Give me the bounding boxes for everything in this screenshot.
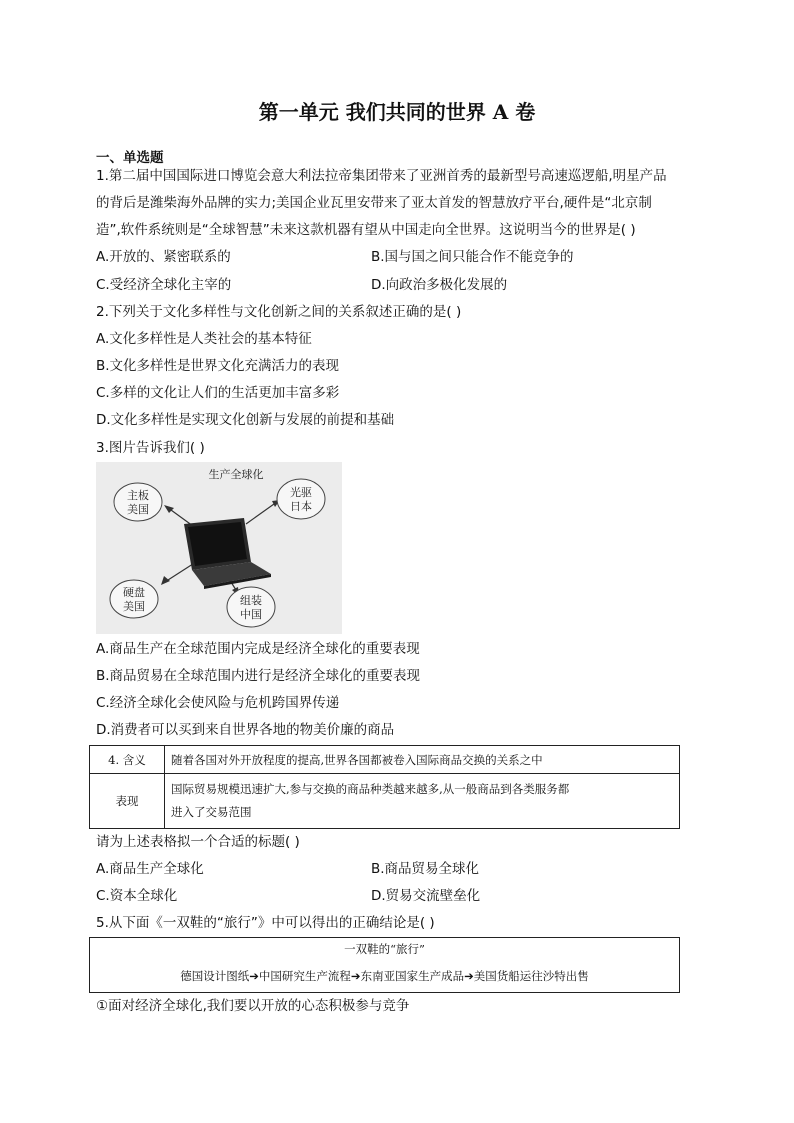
node-drive-country: 日本: [290, 500, 312, 513]
q4-option-d: D.贸易交流壁垒化: [371, 888, 481, 904]
figure-title: 生产全球化: [208, 468, 264, 481]
q3-option-c: C.经济全球化会使风险与危机跨国界传递: [96, 695, 340, 711]
node-drive-label: 光驱: [290, 486, 312, 499]
q2-option-b: B.文化多样性是世界文化充满活力的表现: [96, 358, 340, 374]
q1-option-b: B.国与国之间只能合作不能竞争的: [371, 249, 574, 265]
q4-option-b: B.商品贸易全球化: [371, 861, 480, 877]
q3-option-a: A.商品生产在全球范围内完成是经济全球化的重要表现: [96, 641, 420, 657]
q4-value-performance: [165, 774, 680, 829]
laptop-icon: [184, 518, 271, 589]
q4-option-a: A.商品生产全球化: [96, 861, 204, 877]
section-heading: 一、单选题: [96, 150, 164, 166]
q2-option-d: D.文化多样性是实现文化创新与发展的前提和基础: [96, 412, 395, 428]
node-harddisk-country: 美国: [123, 600, 145, 613]
node-optical-drive: [277, 479, 325, 519]
q5-box-title: 一双鞋的“旅行”: [344, 942, 425, 956]
q3-stem: 3.图片告诉我们( ): [96, 440, 205, 456]
q4-key-meaning: 4. 含义: [90, 746, 165, 774]
node-assembly-country: 中国: [240, 608, 262, 621]
q5-material-box: [89, 937, 680, 993]
q1-option-a: A.开放的、紧密联系的: [96, 249, 231, 265]
q5-box-content: 德国设计图纸➔中国研究生产流程➔东南亚国家生产成品➔美国货船运往沙特出售: [180, 969, 589, 983]
q2-option-a: A.文化多样性是人类社会的基本特征: [96, 331, 312, 347]
node-assembly-label: 组装: [240, 594, 262, 607]
q1-option-c: C.受经济全球化主宰的: [96, 277, 232, 293]
production-globalization-figure: [96, 462, 342, 634]
q4-row-meaning: [90, 746, 680, 774]
q1-stem-line-3: 造”,软件系统则是“全球智慧”未来这款机器有望从中国走向全世界。这说明当今的世界是( ): [96, 222, 636, 238]
q5-statement-1: ①面对经济全球化,我们要以开放的心态积极参与竞争: [96, 998, 410, 1014]
q1-stem-line-2: 的背后是潍柴海外品牌的实力;美国企业瓦里安带来了亚太首发的智慧放疗平台,硬件是“北京制: [96, 195, 652, 211]
arrow-to-drive: [246, 504, 274, 524]
node-mainboard-label: 主板: [127, 489, 149, 502]
node-mainboard-country: 美国: [127, 503, 149, 516]
q2-option-c: C.多样的文化让人们的生活更加丰富多彩: [96, 385, 340, 401]
q4-row-performance: [90, 774, 680, 829]
q4-value-performance-line-2: 进入了交易范围: [171, 805, 252, 819]
q4-key-performance: 表现: [90, 774, 165, 829]
q3-option-b: B.商品贸易在全球范围内进行是经济全球化的重要表现: [96, 668, 421, 684]
q2-stem: 2.下列关于文化多样性与文化创新之间的关系叙述正确的是( ): [96, 304, 462, 320]
q4-option-c: C.资本全球化: [96, 888, 178, 904]
q1-option-d: D.向政治多极化发展的: [371, 277, 508, 293]
q4-table: [89, 745, 680, 829]
q3-option-d: D.消费者可以买到来自世界各地的物美价廉的商品: [96, 722, 395, 738]
q4-stem: 请为上述表格拟一个合适的标题( ): [96, 834, 300, 850]
q1-stem-line-1: 1.第二届中国国际进口博览会意大利法拉帝集团带来了亚洲首秀的最新型号高速巡逻船,明星产品: [96, 168, 667, 184]
node-harddisk-label: 硬盘: [123, 586, 145, 599]
q4-value-performance-line-1: 国际贸易规模迅速扩大,参与交换的商品种类越来越多,从一般商品到各类服务都: [171, 782, 570, 796]
q4-value-meaning: 随着各国对外开放程度的提高,世界各国都被卷入国际商品交换的关系之中: [165, 746, 680, 774]
page-title: 第一单元 我们共同的世界 A 卷: [258, 100, 536, 124]
node-assembly: [227, 587, 275, 627]
q5-stem: 5.从下面《一双鞋的“旅行”》中可以得出的正确结论是( ): [96, 915, 435, 931]
